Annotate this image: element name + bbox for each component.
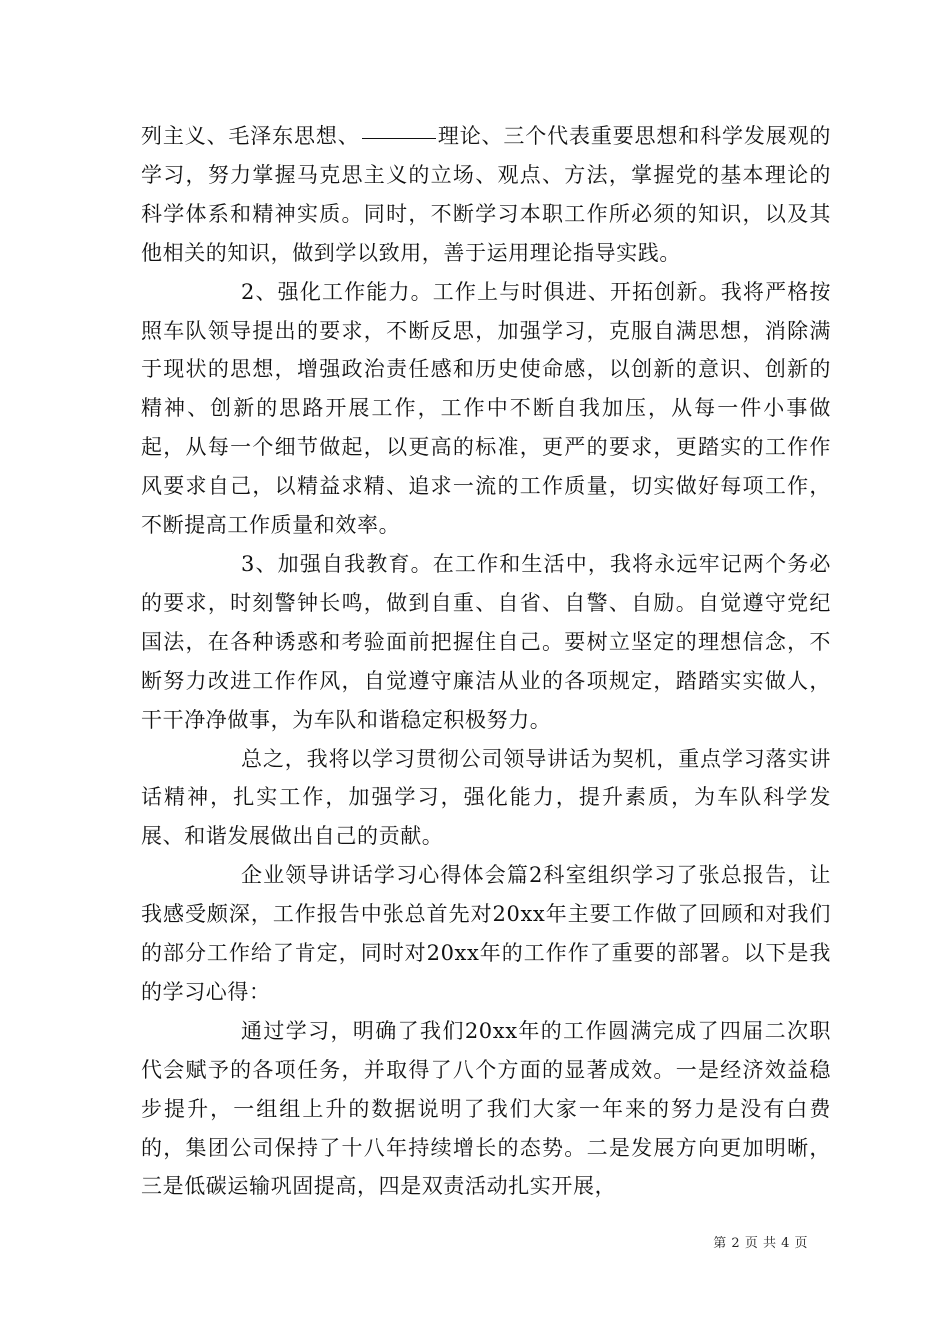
paragraph-conclusion: 总之，我将以学习贯彻公司领导讲话为契机，重点学习落实讲话精神，扎实工作，加强学习，强化能力，提升素质，为车队科学发展、和谐发展做出自己的贡献。 <box>141 746 831 849</box>
fill-in-blank <box>362 137 436 139</box>
paragraph-study-results: 通过学习，明确了我们20xx年的工作圆满完成了四届二次职代会赋予的各项任务，并取得了八个方面的显著成效。一是经济效益稳步提升，一组组上升的数据说明了我们大家一年来的努力是没有白费的，集团公司保持了十八年持续增长的态势。二是发展方向更加明晰，三是低碳运输巩固提高，四是双责活动扎实开展， <box>141 1018 831 1199</box>
paragraph-work-ability: 2、强化工作能力。工作上与时俱进、开拓创新。我将严格按照车队领导提出的要求，不断反思，加强学习，克服自满思想，消除满于现状的思想，增强政治责任感和历史使命感，以创新的意识、创新的精神、创新的思路开展工作，工作中不断自我加压，从每一件小事做起，从每一个细节做起，以更高的标准，更严的要求，更踏实的工作作风要求自己，以精益求精、追求一流的工作质量，切实做好每项工作，不断提高工作质量和效率。 <box>141 279 831 538</box>
paragraph-self-education: 3、加强自我教育。在工作和生活中，我将永远牢记两个务必的要求，时刻警钟长鸣，做到自重、自省、自警、自励。自觉遵守党纪国法，在各种诱惑和考验面前把握住自己。要树立坚定的理想信念，不断努力改进工作作风，自觉遵守廉洁从业的各项规定，踏踏实实做人，干干净净做事，为车队和谐稳定积极努力。 <box>141 551 831 732</box>
paragraph-study-theory <box>141 117 831 273</box>
paragraph-text: 理论、三个代表重要思想和科学发展观的学习，努力掌握马克思主义的立场、观点、方法，掌握党的基本理论的科学体系和精神实质。同时，不断学习本职工作所必须的知识，以及其他相关的知识，做到学以致用，善于运用理论指导实践。 <box>141 124 831 265</box>
page-number-footer: 第 2 页 共 4 页 <box>713 1236 808 1251</box>
document-body <box>141 117 831 1206</box>
paragraph-article-2-intro: 企业领导讲话学习心得体会篇2科室组织学习了张总报告，让我感受颇深，工作报告中张总首先对20xx年主要工作做了回顾和对我们的部分工作给了肯定，同时对20xx年的工作作了重要的部署。以下是我的学习心得： <box>141 863 831 1004</box>
paragraph-text: 列主义、毛泽东思想、 <box>141 124 360 148</box>
